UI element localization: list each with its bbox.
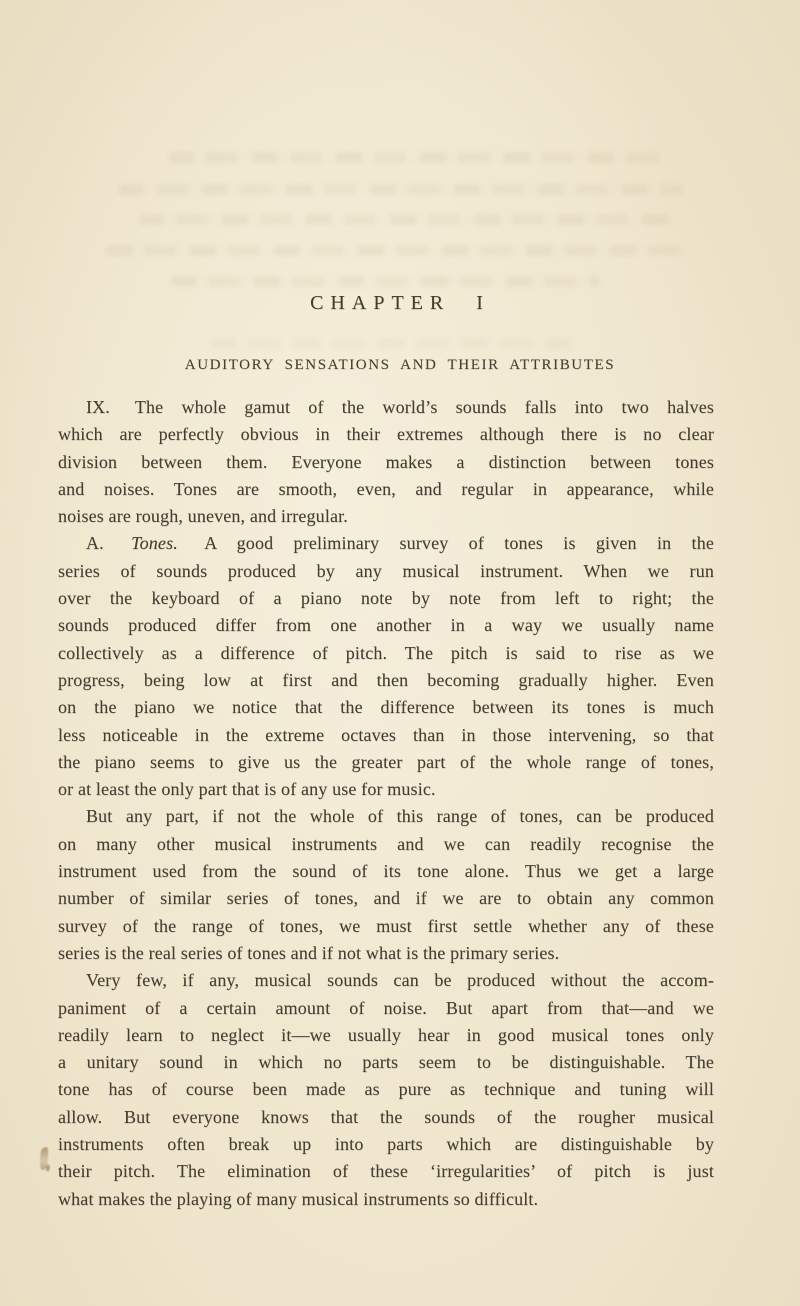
paragraph [58,530,714,803]
text-line: what makes the playing of many musical instruments so difficult. [58,1188,539,1209]
text-line: on the piano we notice that the difference between its tones is much [58,697,714,718]
bleed-through-texture [106,245,690,256]
bleed-through-texture [138,214,678,225]
paragraph [58,394,714,530]
text-line: sounds produced differ from one another in a way we usually name [58,615,714,636]
text-line: division between them. Everyone makes a distinction between tones [58,451,714,472]
text-line: a unitary sound in which no parts seem to be distinguishable. The [58,1052,714,1073]
text-line: instruments often break up into parts which are distinguishable by [58,1134,714,1155]
ink-smudge [39,1147,50,1171]
text-line: less noticeable in the extreme octaves than in those intervening, so that [58,724,714,745]
text-line: survey of the range of tones, we must first settle whether any of these [58,915,714,936]
text-line: paniment of a certain amount of noise. But apart from that—and we [58,997,714,1018]
text-line [58,530,714,557]
text-line: instrument used from the sound of its tone alone. Thus we get a large [58,861,714,882]
text-line: Very few, if any, musical sounds can be produced without the accom- [86,970,714,991]
text-line: allow. But everyone knows that the sounds of the rougher musical [58,1106,714,1127]
text-line: or at least the only part that is of any use for music. [58,779,436,800]
text-line: on many other musical instruments and we can readily recognise the [58,833,714,854]
text-line: over the keyboard of a piano note by note from left to right; the [58,588,714,609]
chapter-heading: CHAPTER I [310,292,490,314]
text-line: and noises. Tones are smooth, even, and regular in appearance, while [58,478,714,499]
text-run: A good preliminary survey of tones is given in the [204,533,714,554]
text-line: progress, being low at first and then becoming gradually higher. Even [58,669,714,690]
bleed-through-texture [118,184,684,195]
text-line: collectively as a difference of pitch. The pitch is said to rise as we [58,642,714,663]
text-line: which are perfectly obvious in their extremes although there is no clear [58,424,714,445]
text-line: their pitch. The elimination of these ‘irregularities’ of pitch is just [58,1161,714,1182]
term-italic: Tones. [131,533,178,554]
text-line: series is the real series of tones and if not what is the primary series. [58,942,560,963]
section-number: IX. [86,397,110,417]
bleed-through-texture [168,152,668,163]
text-line: noises are rough, uneven, and irregular. [58,506,348,527]
paragraph [58,967,714,1213]
item-label: A. [86,533,104,554]
text-line [58,394,714,421]
bleed-through-texture [210,338,570,349]
text-line: tone has of course been made as pure as technique and tuning will [58,1079,714,1100]
text-line: readily learn to neglect it—we usually hear in good musical tones only [58,1024,714,1045]
bleed-through-texture [170,276,600,287]
text-line: number of similar series of tones, and if we are to obtain any common [58,888,714,909]
text-run: The whole gamut of the world’s sounds falls into two halves [134,397,714,417]
text-line: series of sounds produced by any musical instrument. When we run [58,560,714,581]
paragraph [58,803,714,967]
text-line: the piano seems to give us the greater part of the whole range of tones, [58,751,714,772]
page-body [58,394,714,1213]
text-line: But any part, if not the whole of this range of tones, can be produced [86,806,714,827]
section-title: AUDITORY SENSATIONS AND THEIR ATTRIBUTES [184,357,616,373]
